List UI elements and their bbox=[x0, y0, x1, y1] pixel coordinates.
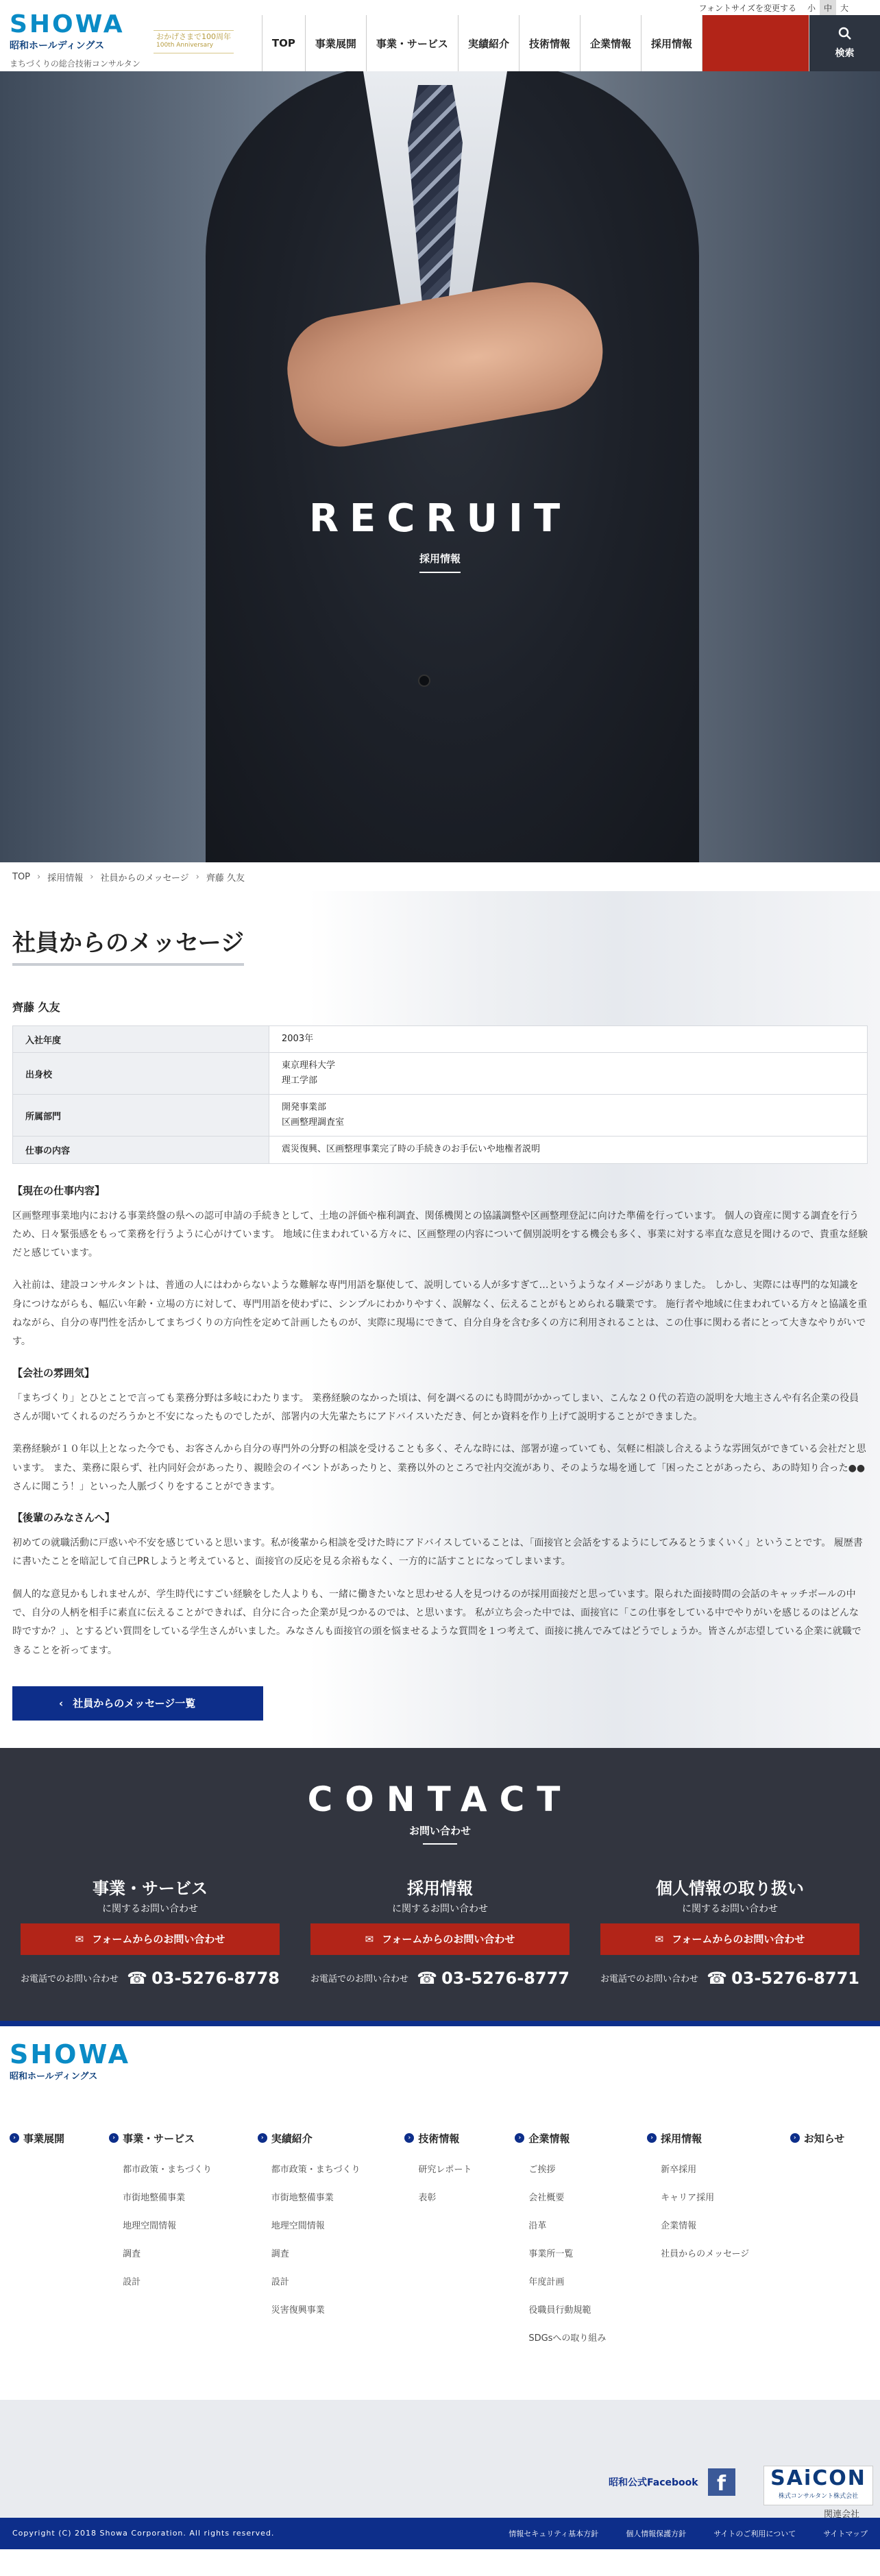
profile-value-line: 2003年 bbox=[282, 1034, 314, 1044]
footer-column bbox=[10, 2131, 109, 2359]
breadcrumb-current: 齊藤 久友 bbox=[206, 873, 245, 884]
footer-logo[interactable] bbox=[10, 2041, 870, 2082]
chevron-right-icon: › bbox=[404, 2133, 414, 2143]
site-footer bbox=[0, 2026, 880, 2400]
footer-link[interactable]: 沿革 bbox=[528, 2220, 547, 2231]
tel-number-text: 03-5276-8771 bbox=[731, 1968, 859, 1988]
contact-column-title: 採用情報 bbox=[407, 1878, 473, 1898]
footer-link[interactable]: 企業情報 bbox=[661, 2220, 697, 2231]
table-row bbox=[13, 1137, 868, 1163]
contact-column-business bbox=[21, 1875, 280, 1988]
footer-logo-sub: 昭和ホールディングス bbox=[10, 2071, 98, 2082]
logo-brand: SHOWA bbox=[10, 10, 125, 38]
tel-number-text: 03-5276-8777 bbox=[441, 1968, 570, 1988]
profile-value-line: 震災復興、区画整理事業完了時の手続きのお手伝いや地権者説明 bbox=[282, 1144, 541, 1155]
profile-value bbox=[269, 1053, 868, 1095]
footer-column-head-label: お知らせ bbox=[803, 2132, 845, 2145]
profile-label: 入社年度 bbox=[13, 1026, 269, 1053]
divider bbox=[0, 2021, 880, 2026]
nav-business-services[interactable]: 事業・サービス bbox=[366, 15, 458, 71]
anniversary-sub: 100th Anniversary bbox=[156, 42, 214, 49]
message-list-label: 社員からのメッセージ一覧 bbox=[73, 1697, 196, 1710]
footer-link[interactable]: 調査 bbox=[271, 2248, 289, 2259]
profile-label: 仕事の内容 bbox=[13, 1137, 269, 1163]
contact-column-sub: に関するお問い合わせ bbox=[102, 1903, 198, 1915]
nav-business-development[interactable]: 事業展開 bbox=[305, 15, 366, 71]
footer-link[interactable]: キャリア採用 bbox=[661, 2192, 715, 2203]
saicon-logo[interactable] bbox=[763, 2466, 873, 2505]
footer-link[interactable]: 役職員行動規範 bbox=[528, 2305, 591, 2316]
footer-link[interactable]: SDGsへの取り組み bbox=[528, 2333, 607, 2344]
section-heading-current-work: 【現在の仕事内容】 bbox=[12, 1184, 106, 1197]
chevron-right-icon: › bbox=[37, 871, 41, 882]
footer-link[interactable]: 年度計画 bbox=[528, 2276, 565, 2287]
footer-column-head-label: 技術情報 bbox=[418, 2132, 460, 2145]
footer-link[interactable]: 会社概要 bbox=[528, 2192, 565, 2203]
contact-column-sub: に関するお問い合わせ bbox=[682, 1903, 778, 1915]
nav-achievements[interactable]: 実績紹介 bbox=[458, 15, 519, 71]
hero-banner bbox=[0, 71, 880, 862]
footer-link[interactable]: 設計 bbox=[271, 2276, 289, 2287]
chevron-right-icon: › bbox=[90, 871, 94, 882]
tel-number[interactable] bbox=[417, 1969, 570, 1988]
phone-icon: ☎ bbox=[417, 1968, 438, 1988]
footer-link[interactable]: 災害復興事業 bbox=[271, 2305, 325, 2316]
table-row bbox=[13, 1095, 868, 1137]
copyright-text: Copyright (C) 2018 Showa Corporation. All rights reserved. bbox=[12, 2529, 275, 2538]
tel-row bbox=[600, 1969, 859, 1988]
footer-column-head-label: 事業・サービス bbox=[123, 2132, 195, 2145]
tel-label: お電話でのお問い合わせ bbox=[310, 1974, 409, 1985]
tel-number-text: 03-5276-8778 bbox=[151, 1968, 280, 1988]
contact-form-button[interactable] bbox=[310, 1923, 570, 1955]
tel-label: お電話でのお問い合わせ bbox=[600, 1974, 699, 1985]
breadcrumb-recruit[interactable]: 採用情報 bbox=[47, 873, 84, 884]
footer-link[interactable]: 調査 bbox=[123, 2248, 141, 2259]
hero-subtitle: 採用情報 bbox=[419, 552, 461, 565]
footer-link[interactable]: 社員からのメッセージ bbox=[661, 2248, 750, 2259]
contact-form-label: フォームからのお問い合わせ bbox=[382, 1933, 515, 1946]
nav-technical-info[interactable]: 技術情報 bbox=[519, 15, 580, 71]
table-row bbox=[13, 1053, 868, 1095]
hero-suit-button bbox=[418, 675, 430, 687]
chevron-right-icon: › bbox=[258, 2133, 267, 2143]
contact-form-label: フォームからのお問い合わせ bbox=[672, 1933, 805, 1946]
footer-logo-brand: SHOWA bbox=[10, 2039, 131, 2069]
paragraph: 入社前は、建設コンサルタントは、普通の人にはわからないような難解な専門用語を駆使して、説明している人が多すぎて…というようなイメージがありました。 しかし、実際には専門的な知識を身につけながらも、幅広い年齢・立場の方に対して、専門用語を使わずに、シンプルにわかりやすく、誤解なく、伝えることがもとめられる職業です。 施行者や地域に住まわれている方々と協議を重ねながら、自分の専門性を活かしてまちづくりの方向性を定めて計画したものが、実際に現場にできて、自分自身を含む多くの方に利用されることは、この仕事に関わる者にとって大きなやりがいです。 bbox=[12, 1280, 868, 1348]
footer-column-head[interactable] bbox=[790, 2131, 870, 2146]
logo-tagline: まちづくりの総合技術コンサルタン bbox=[10, 59, 140, 69]
footer-link[interactable]: ご挨拶 bbox=[528, 2164, 556, 2175]
profile-value-line: 区画整理調査室 bbox=[282, 1117, 345, 1128]
envelope-icon: ✉ bbox=[655, 1932, 664, 1945]
tel-number[interactable] bbox=[127, 1969, 280, 1988]
footer-column-head-label: 採用情報 bbox=[661, 2132, 702, 2145]
nav-search-label: 検索 bbox=[835, 48, 855, 59]
site-header bbox=[0, 0, 880, 71]
footer-bottom bbox=[0, 2400, 880, 2518]
contact-column-title: 個人情報の取り扱い bbox=[656, 1878, 804, 1898]
font-size-large-button[interactable]: 大 bbox=[840, 3, 848, 13]
paragraph: 初めての就職活動に戸惑いや不安を感じていると思います。私が後輩から相談を受けた時にアドバイスしていることは、「面接官と会話をするようにしてみるとうまくいく」ということです。 履歴書に書いたことを暗記して自己PRしようと考えていると、面接官の反応を見る余裕もなく、一方的に話すことになってしまいます。 bbox=[12, 1538, 863, 1568]
footer-link[interactable]: 表彰 bbox=[418, 2192, 437, 2203]
chevron-left-icon: ‹ bbox=[59, 1697, 64, 1710]
related-company-label: 関連会社 bbox=[824, 2509, 860, 2520]
breadcrumb bbox=[0, 862, 880, 891]
facebook-label: 昭和公式Facebook bbox=[609, 2477, 698, 2488]
footer-column bbox=[258, 2131, 405, 2359]
facebook-link[interactable] bbox=[609, 2468, 735, 2496]
footer-legal-link[interactable]: 個人情報保護方針 bbox=[626, 2529, 687, 2538]
nav-search-button[interactable] bbox=[809, 15, 880, 71]
footer-column-head[interactable] bbox=[404, 2131, 515, 2146]
footer-link[interactable]: 市街地整備事業 bbox=[123, 2192, 186, 2203]
paragraph: 区画整理事業地内における事業終盤の県への認可申請の手続きとして、土地の評価や権利調査、関係機関との協議調整や区画整理登記に向けた準備を行っています。 個人の資産に関する調査を行うため、日々緊張感をもって業務を行うように心がけています。 地域に住まわれている方々に、区画整理の内容について個別説明をする機会も多く、事業に対する率直な意見を聞けるので、貴重な経験だと感じています。 bbox=[12, 1210, 868, 1259]
tel-number[interactable] bbox=[707, 1969, 859, 1988]
profile-table bbox=[12, 1025, 868, 1164]
contact-columns bbox=[0, 1875, 880, 1988]
footer-link[interactable]: 市街地整備事業 bbox=[271, 2192, 334, 2203]
tel-row bbox=[21, 1969, 280, 1988]
footer-legal-link[interactable]: サイトマップ bbox=[823, 2529, 868, 2538]
footer-column-head-label: 企業情報 bbox=[528, 2132, 570, 2145]
contact-underline bbox=[423, 1843, 457, 1845]
global-nav bbox=[262, 15, 880, 71]
footer-link[interactable]: 地理空間情報 bbox=[271, 2220, 325, 2231]
paragraph: 個人的な意見かもしれませんが、学生時代にすごい経験をした人よりも、一緒に働きたいなと思わせる人を見つけるのが採用面接だと思っています。限られた面接時間の会話のキャッチボールの中で、自分の人柄を相手に素直に伝えることができれば、自分に合った企業が見つかるのでは、と思います。 私が立ち会った中では、面接官に「この仕事をしている中でやりがいを感じるのはどんな時ですか？」、とするどい質問をしている学生さんがいました。みなさんも面接官の頭を悩ませるような質問を１つ考えて、面接に挑んでみてはどうでしょうか。皆さんが志望している企業に就職できることを祈ってます。 bbox=[12, 1588, 861, 1656]
profile-value-line: 開発事業部 bbox=[282, 1102, 327, 1113]
chevron-right-icon: › bbox=[109, 2133, 119, 2143]
footer-column bbox=[647, 2131, 790, 2359]
profile-value bbox=[269, 1095, 868, 1137]
profile-value bbox=[269, 1137, 868, 1163]
anniversary-badge bbox=[154, 30, 234, 53]
font-size-medium-button[interactable]: 中 bbox=[820, 0, 836, 15]
footer-column bbox=[515, 2131, 647, 2359]
breadcrumb-messages[interactable]: 社員からのメッセージ bbox=[100, 873, 189, 884]
breadcrumb-top[interactable]: TOP bbox=[12, 871, 31, 882]
footer-column bbox=[404, 2131, 515, 2359]
nav-recruit[interactable]: 採用情報 bbox=[641, 15, 702, 71]
footer-column-head[interactable] bbox=[10, 2131, 109, 2146]
contact-form-button[interactable] bbox=[21, 1923, 280, 1955]
footer-column-head[interactable] bbox=[647, 2131, 790, 2146]
phone-icon: ☎ bbox=[707, 1968, 728, 1988]
contact-column-sub: に関するお問い合わせ bbox=[392, 1903, 488, 1915]
table-row bbox=[13, 1026, 868, 1053]
profile-value-line: 東京理科大学 bbox=[282, 1060, 336, 1071]
footer-column-head-label: 事業展開 bbox=[23, 2132, 65, 2145]
profile-value-line: 理工学部 bbox=[282, 1076, 318, 1086]
hero-underline bbox=[419, 572, 461, 573]
contact-title: CONTACT bbox=[307, 1779, 573, 1819]
saicon-brand: SAiCON bbox=[770, 2466, 866, 2490]
search-icon bbox=[838, 27, 852, 43]
page-title: 社員からのメッセージ bbox=[12, 924, 244, 966]
footer-link[interactable]: 地理空間情報 bbox=[123, 2220, 177, 2231]
footer-column-head[interactable] bbox=[109, 2131, 258, 2146]
contact-form-label: フォームからのお問い合わせ bbox=[92, 1933, 225, 1946]
copyright-bar bbox=[0, 2518, 880, 2549]
profile-value bbox=[269, 1026, 868, 1053]
envelope-icon: ✉ bbox=[75, 1932, 84, 1945]
tel-row bbox=[310, 1969, 570, 1988]
footer-sitemap bbox=[10, 2131, 870, 2359]
footer-column-head[interactable] bbox=[515, 2131, 647, 2146]
saicon-sub: 株式コンサルタント株式会社 bbox=[778, 2492, 859, 2500]
main-content bbox=[0, 891, 880, 1748]
logo-brand-sub: 昭和ホールディングス bbox=[10, 40, 105, 51]
chevron-right-icon: › bbox=[647, 2133, 657, 2143]
profile-label: 所属部門 bbox=[13, 1095, 269, 1137]
footer-legal-link[interactable]: サイトのご利用について bbox=[713, 2529, 796, 2538]
facebook-icon: f bbox=[708, 2468, 735, 2496]
contact-section bbox=[0, 1748, 880, 2021]
footer-legal-link[interactable]: 情報セキュリティ基本方針 bbox=[509, 2529, 599, 2538]
footer-column-head-label: 実績紹介 bbox=[271, 2132, 313, 2145]
font-size-buttons bbox=[803, 0, 853, 15]
hero-title: RECRUIT bbox=[308, 496, 572, 541]
envelope-icon: ✉ bbox=[365, 1932, 374, 1945]
contact-form-button[interactable] bbox=[600, 1923, 859, 1955]
nav-top[interactable]: TOP bbox=[262, 15, 305, 71]
employee-name: 齊藤 久友 bbox=[12, 1001, 60, 1014]
chevron-right-icon: › bbox=[195, 871, 199, 882]
paragraph: 業務経験が１０年以上となった今でも、お客さんから自分の専門外の分野の相談を受けることも多く、そんな時には、部署が違っていても、気軽に相談し合えるような雰囲気ができている会社だと思います。 また、業務に限らず、社内同好会があったり、親睦会のイベントがあったりと、業務以外のところで社内交流があり、そのような場を通して「困ったことがあったら、あの時知り合った●●さんに聞こう！」といった人脈づくりをすることができます。 bbox=[12, 1444, 866, 1492]
font-size-small-button[interactable]: 小 bbox=[807, 3, 816, 13]
chevron-right-icon: › bbox=[515, 2133, 524, 2143]
paragraph: 「まちづくり」とひとことで言っても業務分野は多岐にわたります。 業務経験のなかった頃は、何を調べるのにも時間がかかってしまい、こんな２０代の若造の説明を大地主さんや有名企業の役員さんが聞いてくれるのだろうかと不安になったものでしたが、部署内の大先輩たちにアドバイスいただき、何とか資料を作り上げて説明することができました。 bbox=[12, 1392, 859, 1422]
contact-column-recruit bbox=[310, 1875, 570, 1988]
footer-column-head[interactable] bbox=[258, 2131, 405, 2146]
message-list-button[interactable] bbox=[12, 1686, 263, 1721]
font-size-label: フォントサイズを変更する bbox=[698, 3, 796, 13]
contact-subtitle: お問い合わせ bbox=[408, 1824, 471, 1837]
profile-label: 出身校 bbox=[13, 1053, 269, 1095]
contact-column-title: 事業・サービス bbox=[93, 1878, 208, 1898]
tel-label: お電話でのお問い合わせ bbox=[21, 1974, 119, 1985]
footer-link[interactable]: 都市政策・まちづくり bbox=[271, 2164, 360, 2175]
contact-column-privacy bbox=[600, 1875, 859, 1988]
footer-link[interactable]: 設計 bbox=[123, 2276, 141, 2287]
footer-legal-links bbox=[509, 2528, 868, 2539]
section-heading-juniors: 【後輩のみなさんへ】 bbox=[12, 1511, 115, 1524]
chevron-right-icon: › bbox=[790, 2133, 800, 2143]
footer-column bbox=[790, 2131, 870, 2359]
footer-column bbox=[109, 2131, 258, 2359]
nav-company-info[interactable]: 企業情報 bbox=[580, 15, 641, 71]
chevron-right-icon: › bbox=[10, 2133, 19, 2143]
footer-link[interactable]: 研究レポート bbox=[418, 2164, 472, 2175]
footer-link[interactable]: 新卒採用 bbox=[661, 2164, 697, 2175]
phone-icon: ☎ bbox=[127, 1968, 148, 1988]
footer-link[interactable]: 都市政策・まちづくり bbox=[123, 2164, 212, 2175]
anniversary-text: おかげさまで100周年 bbox=[156, 32, 231, 41]
section-heading-atmosphere: 【会社の雰囲気】 bbox=[12, 1366, 95, 1379]
footer-link[interactable]: 事業所一覧 bbox=[528, 2248, 574, 2259]
